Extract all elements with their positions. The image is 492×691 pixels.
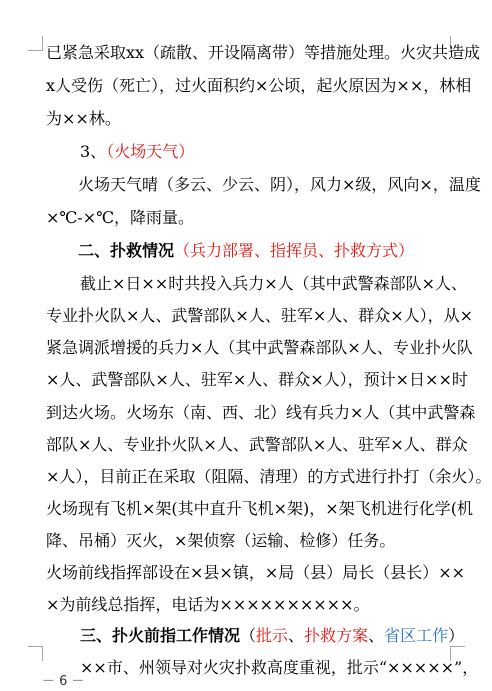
crop-mark-bottom-left xyxy=(28,646,43,661)
tag-instructions: 批示 xyxy=(256,626,289,645)
section-number: 3、 xyxy=(80,142,107,161)
weather-text-line: ×℃-×℃，降雨量。 xyxy=(46,208,195,227)
body-text-line: x人受伤（死亡），过火面积约×公顷，起火原因为××，林相 xyxy=(46,76,472,95)
section-heading-weather xyxy=(80,141,462,163)
section-heading-rescue xyxy=(78,240,462,262)
section-heading-command xyxy=(80,625,465,647)
rescue-text-line: ×为前线总指挥，电话为××××××××××。 xyxy=(46,595,370,614)
command-text-line: ××市、州领导对火灾扑救高度重视，批示“×××××”， xyxy=(80,658,479,677)
section-label-rescue: 二、扑救情况 xyxy=(78,241,175,260)
rescue-text-line: 火场现有飞机×架(其中直升飞机×架)，×架飞机进行化学(机 xyxy=(46,499,473,518)
separator: 、 xyxy=(368,626,385,645)
rescue-text-line: ×人、武警部队×人、驻军×人、群众×人），预计×日××时 xyxy=(46,370,468,389)
rescue-text-line: 火场前线指挥部设在×县×镇，×局（县）局长（县长）×× xyxy=(46,563,466,582)
rescue-text-line: 部队×人、专业扑火队×人、武警部队×人、驻军×人、群众 xyxy=(46,435,468,454)
rescue-text-line: ×人），目前正在采取（阻隔、清理）的方式进行扑打（余火）。 xyxy=(46,467,492,486)
section-subtitle-rescue: （兵力部署、指挥员、扑救方式） xyxy=(174,241,415,260)
crop-mark-top-left xyxy=(28,36,43,51)
rescue-text-line: 到达火场。火场东（南、西、北）线有兵力×人（其中武警森 xyxy=(46,403,476,422)
paren-close: ） xyxy=(448,626,465,645)
section-label-command: 三、扑火前指工作情况 xyxy=(80,626,241,645)
rescue-text-line: 紧急调派增援的兵力×人（其中武警森部队×人、专业扑火队 xyxy=(46,338,473,357)
separator: 、 xyxy=(288,626,305,645)
rescue-text-line: 截止×日××时共投入兵力×人（其中武警森部队×人、 xyxy=(80,274,468,293)
page-number: － 6 － xyxy=(42,674,85,689)
body-text-line: 为××林。 xyxy=(46,109,121,128)
weather-text-line: 火场天气晴（多云、少云、阴），风力×级，风向×，温度 xyxy=(78,175,481,194)
tag-rescue-plan: 扑救方案 xyxy=(304,626,369,645)
body-text-line: 已紧急采取xx（疏散、开设隔离带）等措施处理。火灾共造成 xyxy=(46,43,481,62)
rescue-text-line: 降、吊桶）灭火，×架侦察（运输、检修）任务。 xyxy=(46,531,396,550)
tag-province-work: 省区工作 xyxy=(384,626,449,645)
section-title-weather: （火场天气） xyxy=(106,142,195,161)
paren-open: （ xyxy=(240,626,257,645)
rescue-text-line: 专业扑火队×人、武警部队×人、驻军×人、群众×人），从× xyxy=(46,306,474,325)
